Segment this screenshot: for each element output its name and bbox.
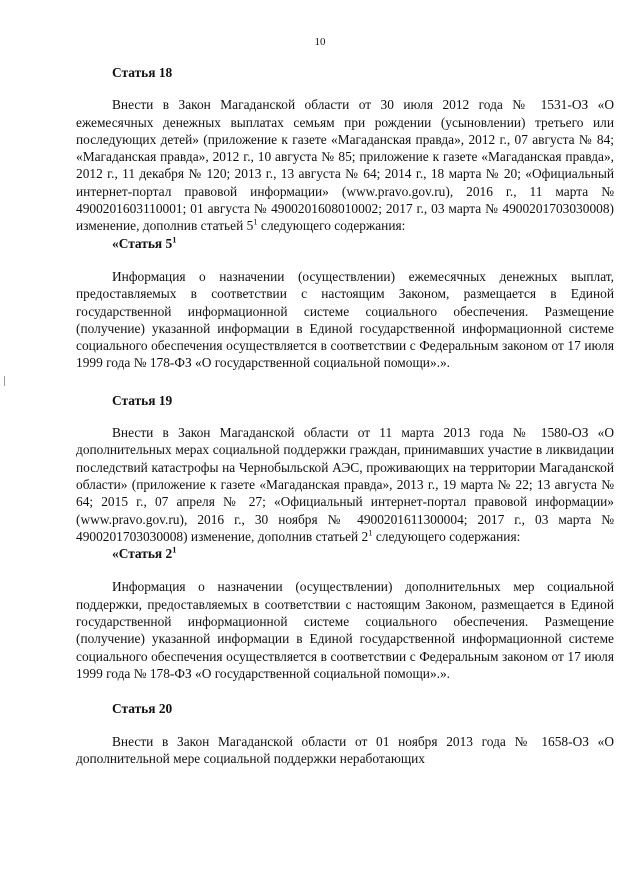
article-18-body: Информация о назначении (осуществлении) ежемесячных денежных выплат, предоставляемых в соответствии с настоящим Законом, размещается в Единой государственной информационной системе социального обеспечения. Размещение (получение) указанной информации в Единой государственной информационной системе социального обеспечения осуществляется в соответствии с Федеральным законом от 17 июля 1999 года № 178-ФЗ «О государственной социальной помощи».». <box>76 268 614 371</box>
article-18-heading: Статья 18 <box>112 65 173 80</box>
document-body <box>76 64 614 767</box>
article-20-heading: Статья 20 <box>112 701 173 717</box>
article-18-intro: Внести в Закон Магаданской области от 30 июля 2012 года № 1531-ОЗ «О ежемесячных денежных выплатах семьям при рождении (усыновлении) третьего или последующих детей» (приложение к газете «Магаданская правда», 2012 г., 07 августа № 84; «Магаданская правда», 2012 г., 10 августа № 85; приложение к газете «Магаданская правда», 2012 г., 11 декабря № 120; 2013 г., 13 августа № 64; 2014 г., 18 марта № 20; «Официальный интернет-портал правовой информации» (www.pravo.gov.ru), 2016 г., 11 марта № 4900201603110001; 01 августа № 4900201608010002; 2017 г., 03 марта № 4900201703030008) изменение, дополнив статьей $5^1$ следующего содержания: <box>76 97 614 234</box>
article-19-intro: Внести в Закон Магаданской области от 11 марта 2013 года № 1580-ОЗ «О дополнительных мерах социальной поддержки граждан, принимавших участие в ликвидации последствий катастрофы на Чернобыльской АЭС, проживающих на территории Магаданской области» (приложение к газете «Магаданская правда», 2013 г., 19 марта № 22; 13 августа № 64; 2015 г., 07 апреля № 27; «Официальный интернет-портал правовой информации» (www.pravo.gov.ru), 2016 г., 30 ноября № 4900201611300004; 2017 г., 03 марта № 4900201703030008) изменение, дополнив статьей $2^1$ следующего содержания: <box>76 425 614 544</box>
article-20-intro: Внести в Закон Магаданской области от 01 ноября 2013 года № 1658-ОЗ «О дополнительной мере социальной поддержки неработающих <box>76 733 614 766</box>
margin-mark <box>4 376 5 386</box>
article-19-sub-heading: «Статья $2^1$ <box>112 544 177 562</box>
article-19-body: Информация о назначении (осуществлении) дополнительных мер социальной поддержки, предоставляемых в соответствии с настоящим Законом, размещается в Единой государственной информационной системе социального обеспечения. Размещение (получение) указанной информации в Единой государственной информационной системе социального обеспечения осуществляется в соответствии с Федеральным законом от 17 июля 1999 года № 178-ФЗ «О государственной социальной помощи».». <box>76 579 614 681</box>
article-19-heading: Статья 19 <box>112 392 173 408</box>
article-18-sub-heading: «Статья $5^1$ <box>112 234 177 251</box>
page-number: 10 <box>314 36 326 48</box>
